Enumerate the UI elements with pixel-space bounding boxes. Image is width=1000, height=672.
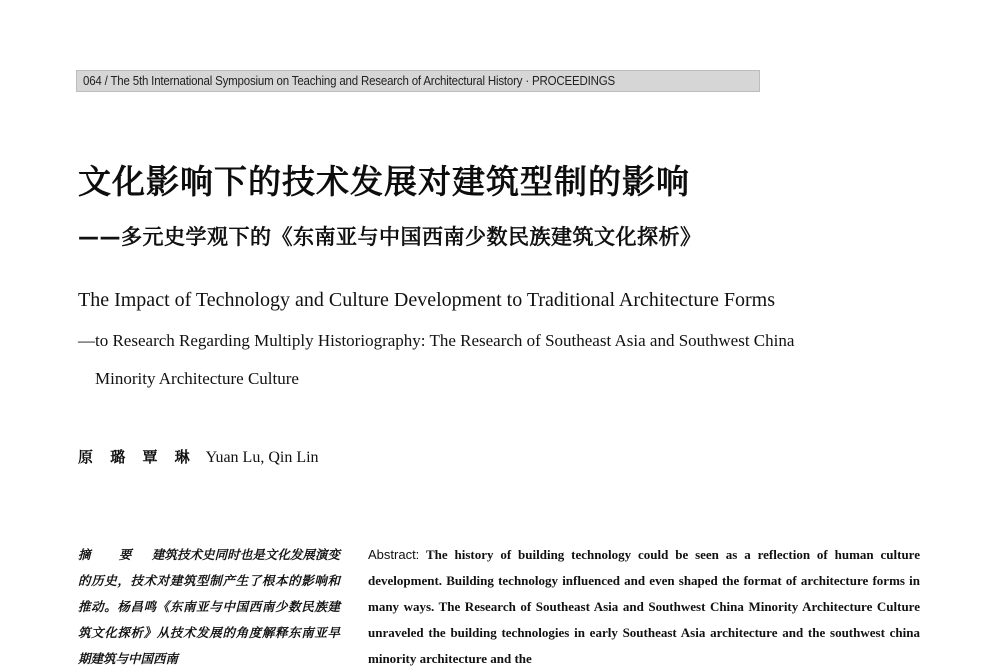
english-abstract-text: The history of building technology could be seen as a reflection of human culture development. Building technology influenced and even shaped the format of architecture forms in many ways. The Research of Southeast Asia and Southwest China Minority Architecture Culture unraveled the building technologies in early Southeast Asia architecture and the southwest china minority architecture and the [368,547,920,666]
english-abstract [368,542,920,672]
chinese-title: 文化影响下的技术发展对建筑型制的影响 [78,162,690,201]
english-subtitle-line-1: —to Research Regarding Multiply Historiography: The Research of Southeast Asia and Southwest China [78,331,795,350]
english-abstract-label: Abstract: [368,547,420,562]
authors-line [78,444,319,471]
chinese-abstract-text: 建筑技术史同时也是文化发展演变的历史，技术对建筑型制产生了根本的影响和推动。杨昌鸣《东南亚与中国西南少数民族建筑文化探析》从技术发展的角度解释东南亚早期建筑与中国西南 [78,547,340,666]
chinese-abstract-label: 摘 要 [78,547,144,562]
chinese-abstract [78,542,340,672]
english-subtitle [78,322,958,398]
chinese-subtitle: ——多元史学观下的《东南亚与中国西南少数民族建筑文化探析》 [78,225,702,249]
english-title: The Impact of Technology and Culture Development to Traditional Architecture Forms [78,289,775,311]
running-header-bar [76,70,760,92]
english-subtitle-line-2: Minority Architecture Culture [95,369,299,388]
running-header-text: 064 / The 5th International Symposium on Teaching and Research of Architectural History · PROCEEDINGS [83,74,615,88]
authors-english: Yuan Lu, Qin Lin [205,449,319,466]
authors-chinese: 原 璐 覃 琳 [78,448,196,466]
